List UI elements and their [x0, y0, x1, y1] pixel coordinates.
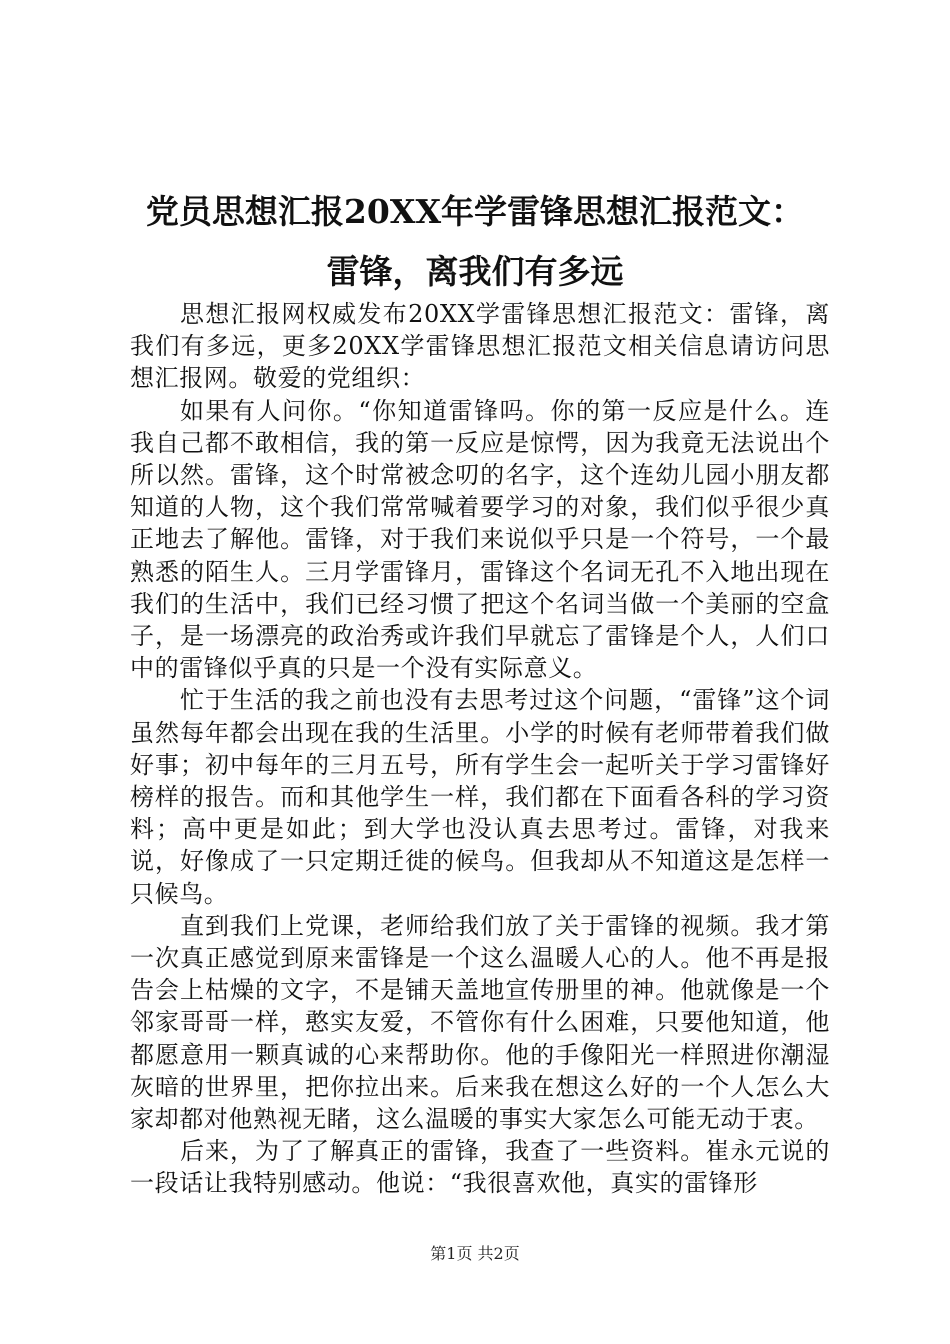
document-title-line-1: 党员思想汇报20XX年学雷锋思想汇报范文：: [145, 192, 805, 231]
paragraph-party-class: 直到我们上党课，老师给我们放了关于雷锋的视频。我才第一次真正感觉到原来雷锋是一个这么温暖人心的人。他不再是报告会上枯燥的文字，不是铺天盖地宣传册里的神。他就像是一个邻家哥哥一样，憨实友爱，不管你有什么困难，只要他知道，他都愿意用一颗真诚的心来帮助你。他的手像阳光一样照进你潮湿灰暗的世界里，把你拉出来。后来我在想这么好的一个人怎么大家却都对他熟视无睹，这么温暖的事实大家怎么可能无动于衷。: [130, 911, 830, 1134]
paragraph-first-reaction: 如果有人问你。“你知道雷锋吗。你的第一反应是什么。连我自己都不敢相信，我的第一反应是惊愕，因为我竟无法说出个所以然。雷锋，这个时常被念叨的名字，这个连幼儿园小朋友都知道的人物，这个我们常常喊着要学习的对象，我们似乎很少真正地去了解他。雷锋，对于我们来说似乎只是一个符号，一个最熟悉的陌生人。三月学雷锋月，雷锋这个名词无孔不入地出现在我们的生活中，我们已经习惯了把这个名词当做一个美丽的空盒子，是一场漂亮的政治秀或许我们早就忘了雷锋是个人，人们口中的雷锋似乎真的只是一个没有实际意义。: [130, 396, 830, 683]
page-footer: 第1页 共2页: [430, 1244, 520, 1263]
paragraph-busy-life: 忙于生活的我之前也没有去思考过这个问题，“雷锋”这个词虽然每年都会出现在我的生活里。小学的时候有老师带着我们做好事；初中每年的三月五号，所有学生会一起听关于学习雷锋好榜样的报告。而和其他学生一样，我们都在下面看各科的学习资料；高中更是如此；到大学也没认真去思考过。雷锋，对我来说，好像成了一只定期迁徙的候鸟。但我却从不知道这是怎样一只候鸟。: [130, 686, 830, 908]
paragraph-research: 后来，为了了解真正的雷锋，我查了一些资料。崔永元说的一段话让我特别感动。他说：“我很喜欢他，真实的雷锋形: [130, 1137, 830, 1198]
document-title-line-2: 雷锋，离我们有多远: [326, 252, 624, 291]
paragraph-intro: 思想汇报网权威发布20XX学雷锋思想汇报范文：雷锋，离我们有多远，更多20XX学雷锋思想汇报范文相关信息请访问思想汇报网。敬爱的党组织：: [130, 300, 830, 393]
document-body: [130, 298, 830, 1200]
